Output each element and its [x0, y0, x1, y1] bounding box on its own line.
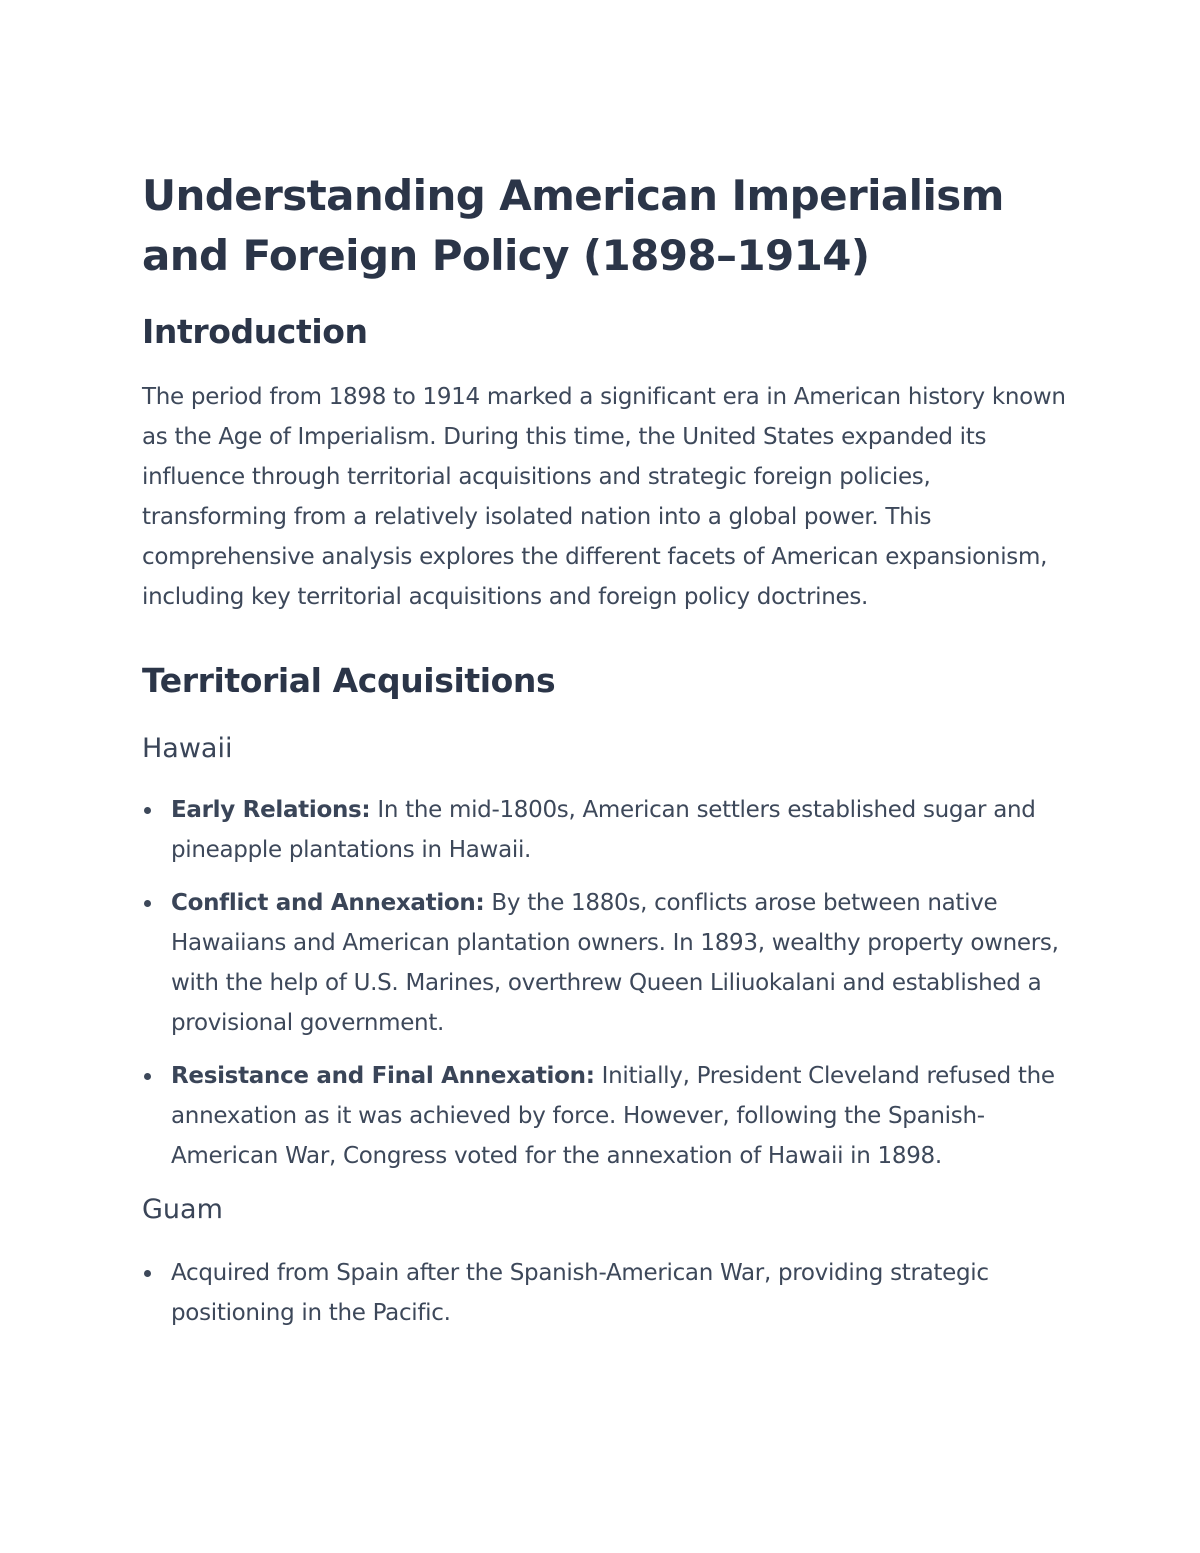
bullet-icon — [144, 807, 151, 814]
page-title-line-2: and Foreign Policy (1898–1914) — [142, 231, 870, 280]
page-title — [142, 166, 1072, 286]
list-item — [142, 790, 1072, 870]
list-item — [142, 1253, 1072, 1333]
list-item-text: By the 1880s, conflicts arose between native Hawaiians and American plantation owners. In 1893, wealthy property owners, with the help of U.S. Marines, overthrew Queen Liliuokalani and established a provisional government. — [171, 890, 1059, 1036]
introduction-heading: Introduction — [142, 312, 368, 351]
territorial-acquisitions-heading: Territorial Acquisitions — [142, 661, 556, 700]
hawaii-list — [142, 790, 1072, 1176]
list-item-text: Initially, President Cleveland refused the annexation as it was achieved by force. However, following the Spanish-American War, Congress voted for the annexation of Hawaii in 1898. — [171, 1063, 1055, 1169]
list-item-label: Conflict and Annexation: — [171, 890, 485, 916]
list-item-text: In the mid-1800s, American settlers established sugar and pineapple plantations in Hawaii. — [171, 797, 1036, 863]
introduction-paragraph: The period from 1898 to 1914 marked a significant era in American history known as the Age of Imperialism. During this time, the United States expanded its influence through territorial acquisitions and strategic foreign policies, transforming from a relatively isolated nation into a global power. This comprehensive analysis explores the different facets of American expansionism, including key territorial acquisitions and foreign policy doctrines. — [142, 384, 1066, 610]
list-item-label: Resistance and Final Annexation: — [171, 1063, 595, 1089]
list-item-text: Acquired from Spain after the Spanish-American War, providing strategic positioning in the Pacific. — [171, 1260, 989, 1326]
bullet-icon — [144, 1270, 151, 1277]
hawaii-heading: Hawaii — [142, 733, 233, 764]
list-item — [142, 883, 1072, 1043]
page-title-line-1: Understanding American Imperialism — [142, 171, 1004, 220]
guam-heading: Guam — [142, 1194, 223, 1225]
bullet-icon — [144, 1073, 151, 1080]
bullet-icon — [144, 900, 151, 907]
guam-list — [142, 1253, 1072, 1333]
list-item — [142, 1056, 1072, 1176]
document-page — [142, 166, 1072, 1346]
list-item-label: Early Relations: — [171, 797, 371, 823]
